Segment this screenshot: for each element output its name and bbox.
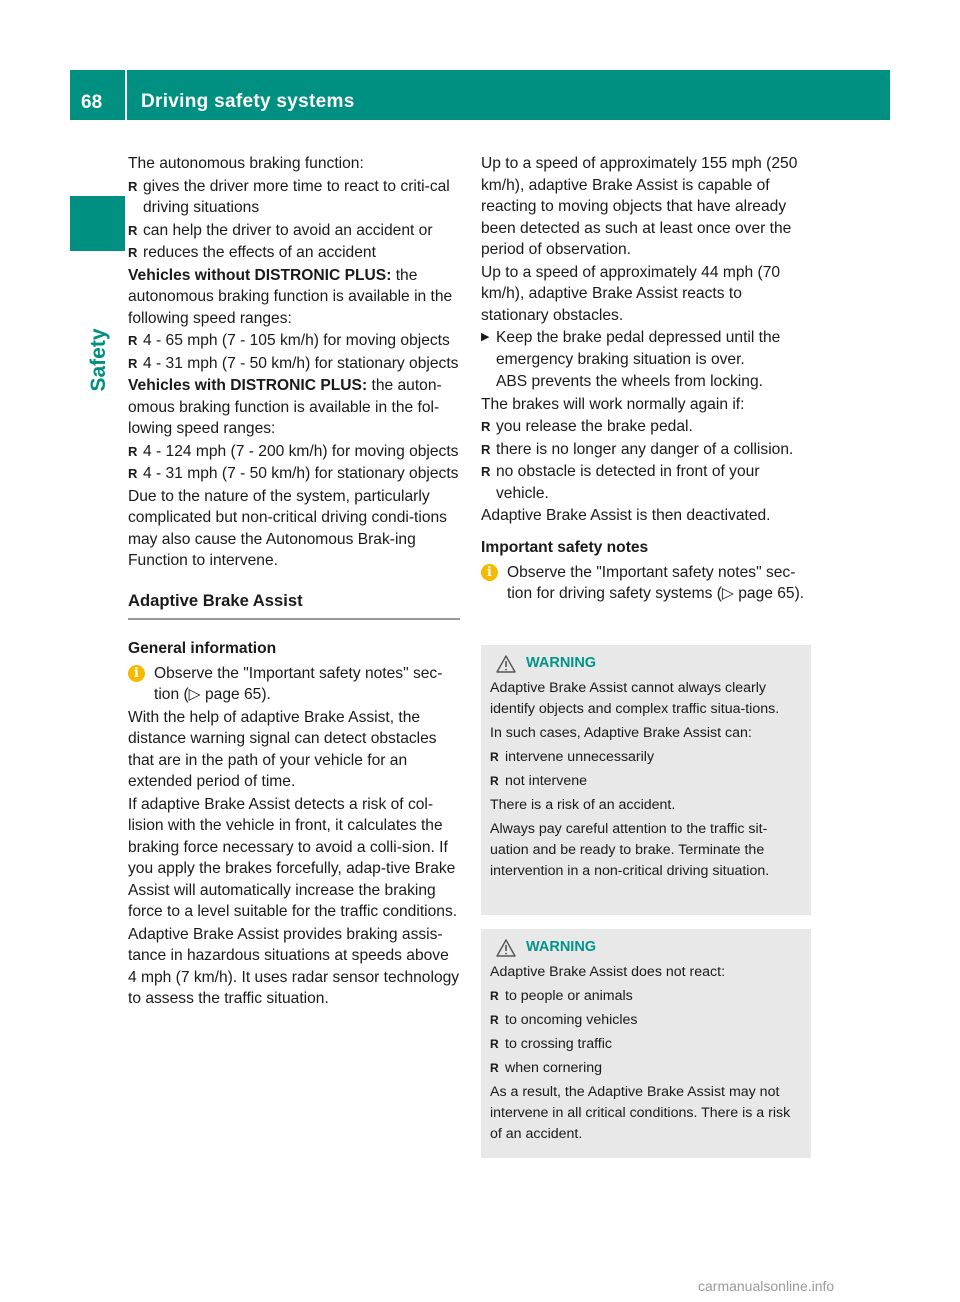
warning-title: WARNING bbox=[526, 655, 597, 671]
speed-44-paragraph: Up to a speed of approximately 44 mph (70 km/h), adaptive Brake Assist reacts to stationary obstacles. bbox=[481, 263, 781, 324]
instruction-result: ABS prevents the wheels from locking. bbox=[496, 373, 763, 390]
warning-header bbox=[490, 937, 802, 958]
side-tab-marker bbox=[70, 196, 125, 251]
warning-text: Adaptive Brake Assist does not react: bbox=[490, 964, 726, 980]
warning-title: WARNING bbox=[526, 939, 597, 955]
deactivated-paragraph: Adaptive Brake Assist is then deactivated. bbox=[481, 507, 771, 524]
warning-text: Always pay careful attention to the traffic sit-uation and be ready to brake. Terminate the intervention in a non-critical driving situation. bbox=[490, 821, 770, 879]
info-note bbox=[128, 663, 460, 706]
heading-important-safety-notes: Important safety notes bbox=[481, 538, 649, 556]
label-no-distronic: Vehicles without DISTRONIC PLUS: bbox=[128, 266, 392, 284]
list-item: R reduces the effects of an accident bbox=[128, 242, 460, 264]
list-item: R 4 - 124 mph (7 - 200 km/h) for moving objects bbox=[128, 441, 460, 463]
section-title: Driving safety systems bbox=[141, 91, 355, 112]
warning-header bbox=[490, 653, 802, 674]
warning-triangle-icon bbox=[496, 939, 516, 957]
nature-paragraph: Due to the nature of the system, particularly complicated but non-critical driving condi-tions may also cause the Autonomous Brak-ing Function to intervene. bbox=[128, 487, 447, 569]
provides-paragraph: Adaptive Brake Assist provides braking assis-tance in hazardous situations at speeds above 4 mph (7 km/h). It uses radar sensor technology to assess the traffic situation. bbox=[128, 925, 460, 1007]
paragraph-distronic bbox=[128, 375, 460, 440]
info-note-text: Observe the "Important safety notes" sec-tion (▷ page 65). bbox=[154, 664, 443, 703]
list-item: R when cornering bbox=[490, 1058, 802, 1079]
list-item: R 4 - 31 mph (7 - 50 km/h) for stationary objects bbox=[128, 463, 460, 485]
warning-box-2 bbox=[481, 929, 811, 1158]
text-no-distronic: the autonomous braking function is available in the following speed ranges: bbox=[128, 266, 453, 327]
list-item: R to crossing traffic bbox=[490, 1034, 802, 1055]
list-item: R gives the driver more time to react to criti-cal driving situations bbox=[128, 176, 460, 219]
info-note-text: Observe the "Important safety notes" sec-tion for driving safety systems (▷ page 65). bbox=[507, 563, 805, 602]
side-label bbox=[86, 320, 112, 400]
heading-adaptive-brake-assist: Adaptive Brake Assist bbox=[128, 590, 460, 620]
instruction-step: ▶ Keep the brake pedal depressed until the emergency braking situation is over. bbox=[481, 327, 813, 370]
help-paragraph: With the help of adaptive Brake Assist, the distance warning signal can detect obstacles that are in the path of your vehicle for an extended period of time. bbox=[128, 708, 437, 790]
list-item: R no obstacle is detected in front of your vehicle. bbox=[481, 461, 813, 504]
heading-general-information: General information bbox=[128, 639, 277, 657]
warning-text: As a result, the Adaptive Brake Assist may not intervene in all critical conditions. There is a risk of an accident. bbox=[490, 1084, 791, 1142]
paragraph-no-distronic bbox=[128, 265, 460, 330]
info-note bbox=[481, 562, 813, 605]
page-number: 68 bbox=[81, 92, 103, 113]
brakes-paragraph: The brakes will work normally again if: bbox=[481, 395, 745, 413]
list-item: R 4 - 65 mph (7 - 105 km/h) for moving objects bbox=[128, 330, 460, 352]
warning-text: There is a risk of an accident. bbox=[490, 797, 676, 813]
list-item: R you release the brake pedal. bbox=[481, 416, 813, 438]
side-label-text: Safety bbox=[87, 328, 110, 392]
list-item: R there is no longer any danger of a collision. bbox=[481, 439, 813, 461]
info-icon: i bbox=[481, 564, 498, 581]
warning-text: Adaptive Brake Assist cannot always clearly identify objects and complex traffic situa-tions. bbox=[490, 680, 780, 717]
info-icon: i bbox=[128, 665, 145, 682]
list-item: R 4 - 31 mph (7 - 50 km/h) for stationary objects bbox=[128, 353, 460, 375]
right-column bbox=[481, 153, 813, 606]
list-item: R can help the driver to avoid an accident or bbox=[128, 220, 460, 242]
label-distronic: Vehicles with DISTRONIC PLUS: bbox=[128, 377, 368, 394]
intro-paragraph: The autonomous braking function: bbox=[128, 155, 364, 172]
footer-watermark-url: carmanualsonline.info bbox=[698, 1278, 835, 1294]
warning-box-1 bbox=[481, 645, 811, 915]
list-item: R to oncoming vehicles bbox=[490, 1010, 802, 1031]
warning-text: In such cases, Adaptive Brake Assist can: bbox=[490, 725, 752, 741]
collision-paragraph: If adaptive Brake Assist detects a risk of col-lision with the vehicle in front, it calculates the braking force necessary to avoid a colli-sion. If you apply the brakes forcefully, adap-tive Brake Assist will automatically increase the braking force to a level suitable for the traffic conditions. bbox=[128, 795, 458, 920]
text-distronic: the auton-omous braking function is available in the fol-lowing speed ranges: bbox=[128, 377, 442, 437]
left-column bbox=[128, 153, 460, 1011]
list-item: R to people or animals bbox=[490, 986, 802, 1007]
list-item: R intervene unnecessarily bbox=[490, 747, 802, 768]
warning-triangle-icon bbox=[496, 655, 516, 673]
list-item: R not intervene bbox=[490, 771, 802, 792]
speed-155-paragraph: Up to a speed of approximately 155 mph (250 km/h), adaptive Brake Assist is capable of reacting to moving objects that have already been detected as such at least once over the period of observation. bbox=[481, 155, 798, 258]
